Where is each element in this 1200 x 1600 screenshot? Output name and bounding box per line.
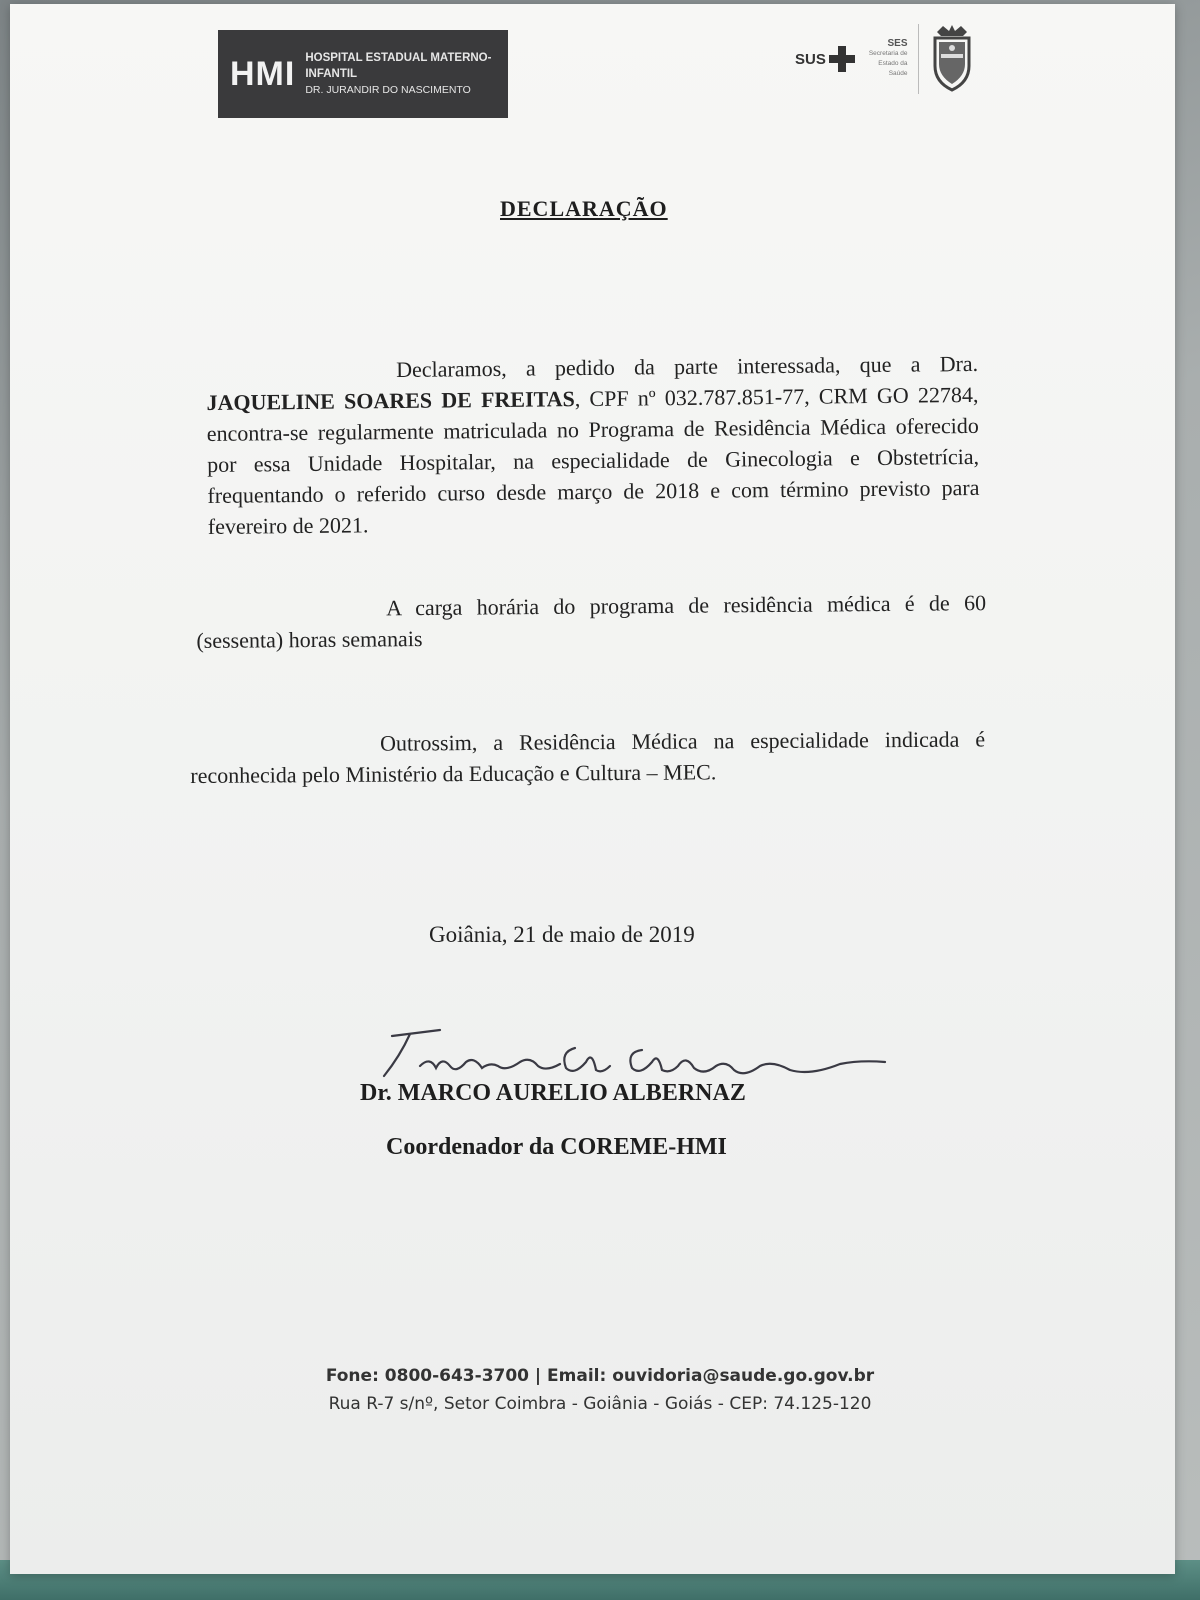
paragraph-enrollment [206, 348, 980, 542]
hmi-logo-line2: DR. JURANDIR DO NASCIMENTO [305, 84, 471, 96]
page-footer [320, 1362, 880, 1418]
document-title: DECLARAÇÃO [500, 196, 668, 221]
hmi-logo [218, 30, 508, 118]
sus-label: SUS [795, 50, 826, 68]
government-logos [795, 14, 995, 104]
ses-title: SES [887, 38, 908, 49]
paragraph-enrollment-rest: , CPF nº 032.787.851-77, CRM GO 22784, encontra-se regularmente matriculada no Programa de Residência Médica oferecido por essa Unidade Hospitalar, na especialidade de Ginecologia e Obstetrícia, frequentando o referido curso desde março de 2018 e com término previsto para fevereiro de 2021. [206, 381, 980, 539]
plus-cross-icon [829, 46, 855, 72]
ses-line1: Secretaria de [868, 50, 908, 57]
signer-role: Coordenador da COREME-HMI [386, 1134, 727, 1160]
footer-contact: Fone: 0800-643-3700 | Email: ouvidoria@saude.go.gov.br [325, 1366, 875, 1386]
paragraph-workload: A carga horária do programa de residência médica é de 60 (sessenta) horas semanais [196, 590, 987, 653]
signer-name: Dr. MARCO AURELIO ALBERNAZ [360, 1080, 746, 1106]
ses-line2: Estado da [878, 60, 908, 67]
hmi-logo-line1: HOSPITAL ESTADUAL MATERNO-INFANTIL [305, 52, 492, 80]
document-page [10, 4, 1175, 1574]
sus-logo [795, 46, 855, 72]
paragraph-recognition: Outrossim, a Residência Médica na especialidade indicada é reconhecida pelo Ministério da Educação e Cultura – MEC. [190, 726, 986, 788]
date-line: Goiânia, 21 de maio de 2019 [429, 922, 695, 947]
paragraph-enrollment-intro: Declaramos, a pedido da parte interessada, que a Dra. [396, 350, 979, 383]
hmi-logo-text [305, 50, 496, 98]
footer-address: Rua R-7 s/nº, Setor Coimbra - Goiânia - Goiás - CEP: 74.125-120 [328, 1394, 872, 1414]
hmi-logo-mark: HMI [230, 54, 296, 93]
ses-line3: Saúde [888, 70, 908, 77]
state-crest-icon [929, 24, 975, 94]
resident-name: JAQUELINE SOARES DE FREITAS [206, 386, 575, 415]
logo-divider [918, 24, 919, 94]
ses-logo [869, 39, 908, 79]
